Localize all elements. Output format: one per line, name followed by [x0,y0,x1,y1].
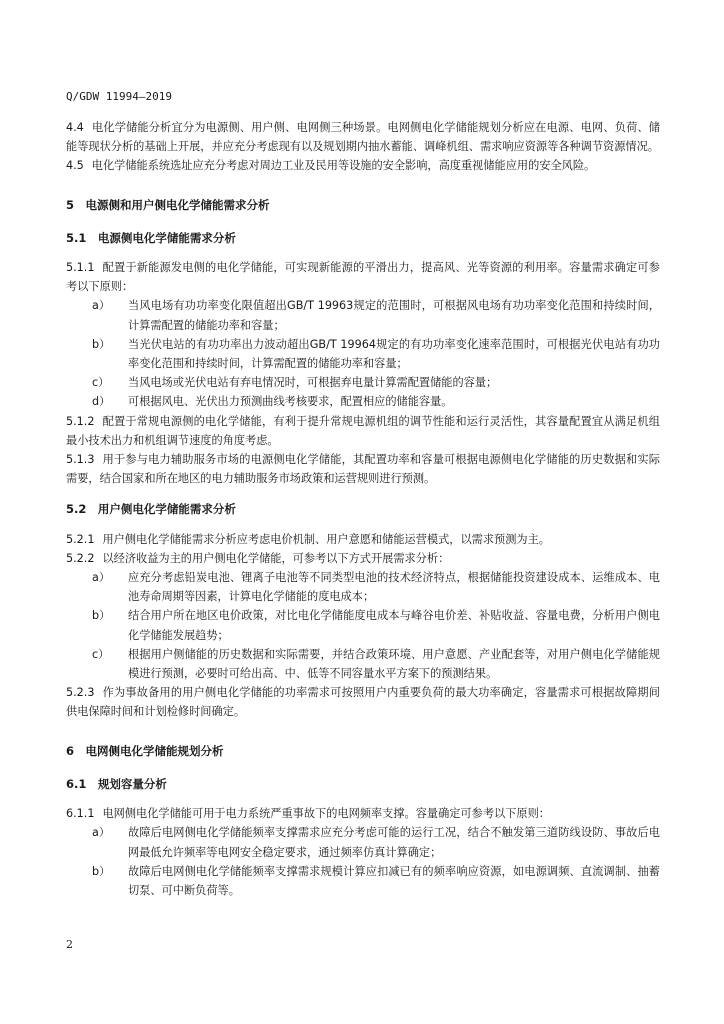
list-item [66,296,660,334]
list-item-label: b） [92,609,111,623]
list-item-label: d） [92,395,111,409]
list-item [66,392,660,411]
clause-number: 4.4 [66,121,84,134]
clause-5-1-3 [66,450,660,488]
section-6-1-title: 6.1 规划容量分析 [66,776,167,791]
clause-text: 电化学储能分析宜分为电源侧、用户侧、电网侧三种场景。电网侧电化学储能规划分析应在电源、电网、负荷、储能等现状分析的基础上开展，并应充分考虑现有以及规划期内抽水蓄能、调峰机组、需求响应资源等各种调节资源情况。 [66,121,660,154]
list-item-label: a） [92,299,111,313]
section-5-title: 5 电源侧和用户侧电化学储能需求分析 [66,197,270,212]
list-item-text: 当光伏电站的有功功率出力波动超出GB/T 19964规定的有功功率变化速率范围时，可根据光伏电站有功功率变化范围和持续时间，计算需配置的储能功率和容量； [128,337,660,371]
clause-number: 5.2.1 [66,532,95,546]
list-item [66,645,660,683]
clause-text: 用户侧电化学储能需求分析应考虑电价机制、用户意愿和储能运营模式，以需求预测为主。 [102,532,550,546]
list-item-text: 故障后电网侧电化学储能频率支撑需求规模计算应扣减已有的频率响应资源，如电源调频、直流调制、抽蓄切泵、可中断负荷等。 [128,864,660,897]
clause-5-2-2 [66,549,660,568]
list-item-text: 当风电场有功功率变化限值超出GB/T 19963规定的范围时，可根据风电场有功功率变化范围和持续时间，计算需配置的储能功率和容量； [128,299,660,332]
list-item [66,606,660,644]
list-item-label: a） [92,826,111,840]
document-body [66,118,660,900]
clause-5-1-1 [66,258,660,296]
section-5-2-title: 5.2 用户侧电化学储能需求分析 [66,502,236,517]
clause-number: 5.2.2 [66,551,95,565]
standard-number: Q/GDW 11994—2019 [66,90,172,103]
clause-4-4 [66,118,660,156]
list-item-text: 当风电场或光伏电站有弃电情况时，可根据弃电量计算需配置储能的容量； [128,376,498,390]
clause-text: 以经济收益为主的用户侧电化学储能，可参考以下方式开展需求分析： [102,551,450,565]
page-number: 2 [66,938,73,951]
clause-number: 4.5 [66,159,84,173]
list-item-label: b） [92,337,111,351]
list-item [66,862,660,900]
list-item [66,568,660,606]
section-6-title: 6 电网侧电化学储能规划分析 [66,743,224,758]
clause-number: 6.1.1 [66,807,95,821]
clause-5-1-2 [66,412,660,450]
clause-text: 配置于新能源发电侧的电化学储能，可实现新能源的平滑出力，提高风、光等资源的利用率。容量需求确定可参考以下原则： [66,261,660,294]
clause-text: 配置于常规电源侧的电化学储能，有利于提升常规电源机组的调节性能和运行灵活性，其容量配置宜从满足机组最小技术出力和机组调节速度的角度考虑。 [66,414,660,447]
list-item-label: b） [92,864,111,878]
clause-text: 电网侧电化学储能可用于电力系统严重事故下的电网频率支撑。容量确定可参考以下原则： [102,807,550,821]
list-item-label: a） [92,571,111,585]
list-item [66,373,660,392]
list-item-text: 结合用户所在地区电价政策，对比电化学储能度电成本与峰谷电价差、补贴收益、容量电费，分析用户侧电化学储能发展趋势； [128,609,660,642]
clause-5-2-3 [66,683,660,721]
list-item-label: c） [92,647,110,661]
list-item [66,823,660,861]
clause-text: 电化学储能系统选址应充分考虑对周边工业及民用等设施的安全影响，高度重视储能应用的安全风险。 [91,159,596,173]
list-item-text: 故障后电网侧电化学储能频率支撑需求应充分考虑可能的运行工况，结合不触发第三道防线设防、事故后电网最低允许频率等电网安全稳定要求，通过频率仿真计算确定； [128,826,660,859]
list-item-text: 应充分考虑铅炭电池、锂离子电池等不同类型电池的技术经济特点，根据储能投资建设成本、运维成本、电池寿命周期等因素，计算电化学储能的度电成本； [128,571,660,604]
clause-5-2-1 [66,530,660,549]
section-5-1-title: 5.1 电源侧电化学储能需求分析 [66,230,236,245]
clause-4-5 [66,156,660,175]
list-item-text: 可根据风电、光伏出力预测曲线考核要求，配置相应的储能容量。 [128,395,453,409]
clause-number: 5.2.3 [66,686,95,700]
clause-number: 5.1.2 [66,414,95,428]
list-item-label: c） [92,376,110,390]
list-item [66,335,660,373]
clause-number: 5.1.1 [66,261,95,275]
clause-text: 作为事故备用的用户侧电化学储能的功率需求可按照用户内重要负荷的最大功率确定，容量需求可根据故障期间供电保障时间和计划检修时间确定。 [66,686,660,719]
clause-number: 5.1.3 [66,453,95,467]
clause-text: 用于参与电力辅助服务市场的电源侧电化学储能，其配置功率和容量可根据电源侧电化学储能的历史数据和实际需要，结合国家和所在地区的电力辅助服务市场政策和运营规则进行预测。 [66,453,660,486]
list-item-text: 根据用户侧储能的历史数据和实际需要，并结合政策环境、用户意愿、产业配套等，对用户侧电化学储能规模进行预测，必要时可给出高、中、低等不同容量水平方案下的预测结果。 [128,647,660,681]
clause-6-1-1 [66,804,660,823]
